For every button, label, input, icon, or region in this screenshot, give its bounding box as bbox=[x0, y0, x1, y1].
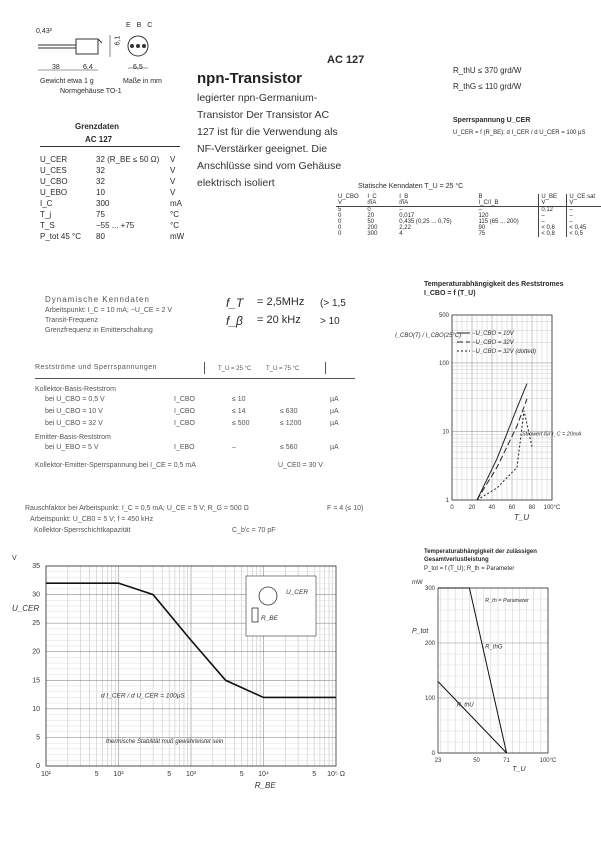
table-row bbox=[40, 209, 188, 220]
col-header: U_CBO V bbox=[338, 194, 359, 206]
desc-line: Transistor Der Transistor AC bbox=[197, 109, 330, 121]
limit-unit: mA bbox=[170, 199, 182, 208]
col-header: I_B mA bbox=[399, 194, 409, 206]
table-cell: 0 bbox=[338, 219, 342, 225]
table-cell: – bbox=[567, 219, 601, 225]
table-cell: 120 bbox=[478, 213, 489, 219]
desc-line: 127 ist für die Verwendung als bbox=[197, 126, 338, 138]
y-tick-label: 100 bbox=[438, 360, 449, 367]
x-tick-label: 80 bbox=[528, 505, 536, 511]
y-tick-label: 500 bbox=[438, 313, 449, 319]
limits-title: Grenzdaten bbox=[75, 122, 120, 131]
table-cell: 0 bbox=[367, 207, 371, 213]
limit-val: 75 bbox=[96, 210, 105, 219]
y-tick-label: 0 bbox=[431, 751, 435, 757]
static-title: Statische Kenndaten T_U = 25 °C bbox=[358, 183, 464, 190]
residual-row-v75: ≤ 630 bbox=[280, 408, 298, 415]
desc-line: Anschlüsse sind vom Gehäuse bbox=[197, 160, 342, 172]
table-cell: 300 bbox=[367, 231, 378, 237]
dim-diameter: 6,1 bbox=[114, 35, 122, 46]
limit-unit: V bbox=[170, 177, 176, 186]
table-cell: – bbox=[539, 213, 567, 219]
table-cell: – bbox=[399, 207, 403, 213]
x-tick-label: 100°C bbox=[539, 758, 557, 764]
table-cell: – bbox=[539, 219, 567, 225]
noise-line1: Rauschfaktor bei Arbeitspunkt: I_C = 0,5 mA; U_CE = 5 V; R_G = 500 Ω bbox=[25, 505, 249, 512]
noise-line2: Arbeitspunkt: U_CB0 = 5 V; f = 450 kHz bbox=[30, 516, 154, 523]
limit-unit: °C bbox=[170, 210, 179, 219]
package-weight: Gewicht etwa 1 g bbox=[40, 78, 94, 85]
y-tick-label: 200 bbox=[424, 641, 435, 647]
table-cell: – bbox=[478, 207, 482, 213]
series-label: R_thU bbox=[456, 702, 474, 709]
x-tick-label: 5 bbox=[94, 771, 99, 778]
residual-group2: Emitter-Basis-Reststrom bbox=[35, 434, 111, 441]
col-header: I_C mA bbox=[367, 194, 377, 206]
limit-sym: I_C bbox=[40, 199, 53, 208]
residual-row-v25: ≤ 500 bbox=[232, 420, 250, 427]
x-tick-label: 40 bbox=[488, 505, 496, 511]
series-label: R_thG bbox=[485, 644, 503, 651]
table-cell: 20 bbox=[367, 213, 375, 219]
residual-row-v25: – bbox=[232, 444, 236, 451]
dim-pin-circle: 6,5 bbox=[133, 64, 143, 71]
y-tick-label: 20 bbox=[32, 648, 40, 656]
inset-label-ucer: U_CER bbox=[286, 589, 309, 596]
limit-sym: U_CER bbox=[40, 155, 68, 164]
residual-row-v75: ≤ 560 bbox=[280, 444, 298, 451]
limit-val: 10 bbox=[96, 188, 105, 197]
desc-line: NF-Verstärker geeignet. Die bbox=[197, 143, 328, 155]
y-tick-label: 10 bbox=[32, 705, 40, 713]
residual-row-unit: µA bbox=[330, 396, 339, 403]
x-tick-label: 60 bbox=[508, 505, 516, 511]
y-axis-label: P_tot bbox=[412, 628, 429, 635]
desc-line: legierter npn-Germanium- bbox=[197, 92, 318, 104]
table-cell: 0,435 (0,25 ... 0,75) bbox=[399, 219, 452, 225]
dim-wire: 0,43² bbox=[36, 28, 52, 35]
y-tick-label: 1 bbox=[445, 498, 449, 504]
table-row bbox=[40, 198, 188, 209]
ft-value: = 2,5MHz bbox=[257, 296, 305, 308]
limit-unit: mW bbox=[170, 232, 185, 241]
noise-line1-val: F = 4 (≤ 10) bbox=[327, 505, 364, 512]
table-cell: 0,017 bbox=[399, 213, 415, 219]
limit-sym: T_S bbox=[40, 221, 55, 230]
dynamic-line3: Grenzfrequenz in Emitterschaltung bbox=[45, 327, 153, 334]
chart-ptot bbox=[410, 574, 570, 779]
table-cell: < 0,6 bbox=[539, 225, 567, 231]
table-cell: 0 bbox=[338, 213, 342, 219]
inset-label-rbe: R_BE bbox=[261, 615, 278, 622]
static-table bbox=[336, 194, 601, 237]
x-tick-label: 10² bbox=[113, 771, 124, 778]
table-row bbox=[336, 231, 601, 237]
table-row bbox=[40, 187, 188, 198]
col-header: U_BE V bbox=[539, 194, 567, 207]
annotation-stability: thermische Stabilität muß gewährleistet sein bbox=[106, 739, 224, 746]
table-cell: < 0,45 bbox=[567, 225, 601, 231]
x-tick-label: 5 bbox=[239, 771, 244, 778]
y-tick-label: 15 bbox=[32, 677, 40, 685]
page-title: npn-Transistor bbox=[197, 70, 303, 87]
sperr-title: Sperrspannung U_CER bbox=[453, 117, 531, 124]
residual-col-75: T_U = 75 °C bbox=[266, 366, 300, 372]
limit-unit: V bbox=[170, 188, 176, 197]
x-tick-label: 5 bbox=[167, 771, 172, 778]
residual-row-label: bei U_CBO = 10 V bbox=[45, 408, 103, 415]
rth-ambient: R_thU ≤ 370 grd/W bbox=[453, 66, 522, 75]
pin-labels: E B C bbox=[126, 22, 155, 29]
inset-circuit-frame bbox=[246, 576, 316, 636]
table-cell: 75 bbox=[478, 231, 486, 237]
limit-unit: V bbox=[170, 166, 176, 175]
limit-val: 80 bbox=[96, 232, 105, 241]
table-header-row bbox=[336, 194, 601, 207]
residual-row-v25: ≤ 10 bbox=[232, 396, 246, 403]
fb-min: > 10 bbox=[320, 316, 340, 327]
series-line bbox=[438, 588, 507, 753]
table-cell: 5 bbox=[338, 207, 342, 213]
col-header: U_CE sat V bbox=[567, 194, 601, 207]
table-cell: 90 bbox=[478, 225, 486, 231]
limit-sym: T_j bbox=[40, 210, 52, 219]
y-tick-label: 0 bbox=[36, 763, 40, 770]
y-axis-label: U_CER bbox=[12, 604, 40, 613]
x-tick-label: 10⁵ Ω bbox=[327, 771, 345, 778]
dim-lead-length: 38 bbox=[52, 64, 60, 71]
description bbox=[197, 90, 341, 192]
limit-sym: U_CES bbox=[40, 166, 67, 175]
x-tick-label: 10¹ bbox=[40, 771, 52, 778]
ft-symbol: f_T bbox=[226, 296, 244, 310]
annotation: Strowert für I_C = 20mA bbox=[522, 431, 582, 438]
residual-row-sym: I_EBO bbox=[174, 444, 195, 451]
package-units: Maße in mm bbox=[123, 78, 162, 85]
chart3-subtitle: P_tot = f (T_U); R_th = Parameter bbox=[424, 566, 515, 572]
residual-divider bbox=[35, 378, 355, 379]
table-cell: 50 bbox=[367, 219, 375, 225]
residual-row-sym: I_CBO bbox=[174, 396, 196, 403]
fb-value: = 20 kHz bbox=[257, 314, 301, 326]
limit-unit: °C bbox=[170, 221, 179, 230]
residual-row-unit: µA bbox=[330, 444, 339, 451]
desc-line: elektrisch isoliert bbox=[197, 177, 275, 189]
residual-title: Restströme und Sperrspannungen bbox=[35, 364, 158, 371]
table-cell: – bbox=[567, 207, 601, 214]
limits-divider bbox=[40, 146, 180, 147]
residual-row-sym: I_CBO bbox=[174, 408, 196, 415]
series-line bbox=[438, 682, 507, 754]
limit-sym: U_CBO bbox=[40, 177, 68, 186]
x-tick-label: 5 bbox=[312, 771, 317, 778]
fb-symbol: f_β bbox=[226, 314, 243, 328]
limit-val: −55 ... +75 bbox=[96, 221, 135, 230]
x-tick-label: 10³ bbox=[185, 771, 197, 778]
y-unit: V bbox=[12, 555, 17, 562]
limit-val: 300 bbox=[96, 199, 110, 208]
x-tick-label: 71 bbox=[503, 758, 510, 764]
annotation: R_th = Parameter bbox=[485, 597, 529, 604]
x-tick-label: 100°C bbox=[543, 505, 561, 511]
y-axis-label: I_CBO(T) / I_CBO(25°C) bbox=[395, 333, 462, 339]
table-cell: 2,22 bbox=[399, 225, 411, 231]
residual-last-val: U_CE0 = 30 V bbox=[278, 462, 323, 469]
y-unit: mW bbox=[412, 580, 423, 586]
residual-row-label: bei U_CBO = 0,5 V bbox=[45, 396, 105, 403]
table-cell: 0 bbox=[338, 225, 342, 231]
table-cell: < 0,8 bbox=[539, 231, 567, 237]
table-row bbox=[40, 220, 188, 231]
residual-row-sym: I_CBO bbox=[174, 420, 196, 427]
part-number: AC 127 bbox=[327, 54, 365, 66]
noise-line3-val: C_b'c = 70 pF bbox=[232, 527, 276, 534]
y-tick-label: 100 bbox=[424, 696, 435, 702]
x-axis-label: R_BE bbox=[254, 781, 276, 790]
limit-val: 32 (R_BE ≤ 50 Ω) bbox=[96, 155, 160, 164]
residual-row-unit: µA bbox=[330, 420, 339, 427]
annotation-slope: d I_CER / d U_CER = 100µS bbox=[101, 692, 185, 700]
x-tick-label: 0 bbox=[450, 505, 454, 511]
limit-sym: U_EBO bbox=[40, 188, 68, 197]
table-cell: 0 bbox=[338, 231, 342, 237]
table-cell: < 0,5 bbox=[567, 231, 601, 237]
x-tick-label: 23 bbox=[434, 758, 442, 764]
table-row bbox=[40, 176, 188, 187]
dynamic-line1: Arbeitspunkt: I_C = 10 mA; −U_CE = 2 V bbox=[45, 307, 173, 314]
residual-row-v25: ≤ 14 bbox=[232, 408, 246, 415]
y-tick-label: 5 bbox=[36, 734, 40, 742]
dim-body-length: 6,4 bbox=[83, 64, 93, 71]
residual-row-v75: ≤ 1200 bbox=[280, 420, 302, 427]
limit-sym: P_tot 45 °C bbox=[40, 232, 81, 241]
table-cell: – bbox=[567, 213, 601, 219]
x-tick-label: 50 bbox=[473, 758, 480, 764]
legend-label: −U_CBO = 10V bbox=[472, 331, 514, 337]
table-row bbox=[40, 154, 188, 165]
legend-label: −U_CBO = 32V bbox=[472, 340, 514, 346]
table-cell: 4 bbox=[399, 231, 403, 237]
x-axis-label: T_U bbox=[514, 513, 530, 522]
col-header: B I_C/I_B bbox=[478, 194, 499, 206]
residual-row-label: bei U_CBO = 32 V bbox=[45, 420, 103, 427]
noise-line3: Kollektor-Sperrschichtkapazität bbox=[34, 527, 131, 534]
package-norm: Normgehäuse TO-1 bbox=[60, 88, 122, 95]
legend-label: −U_CBO = 32V (dotted) bbox=[472, 349, 537, 355]
table-cell: 200 bbox=[367, 225, 378, 231]
residual-row-unit: µA bbox=[330, 408, 339, 415]
residual-group1: Kollektor-Basis-Reststrom bbox=[35, 386, 116, 393]
chart1-title: Temperaturabhängigkeit des Reststromes I_CBO = f (T_U) bbox=[424, 281, 564, 297]
chart-ucer bbox=[10, 548, 360, 788]
table-cell: 115 (65 ... 200) bbox=[478, 219, 519, 225]
dynamic-line2: Transit-Frequenz bbox=[45, 317, 99, 324]
chart3-title: Temperaturabhängigkeit der zulässigen Gesamtverlustleistung bbox=[424, 549, 537, 563]
y-tick-label: 25 bbox=[32, 620, 40, 628]
table-row bbox=[40, 165, 188, 176]
table-cell: 0,12 bbox=[539, 207, 567, 214]
rth-case: R_thG ≤ 110 grd/W bbox=[453, 82, 522, 91]
limits-table bbox=[40, 154, 188, 242]
y-tick-label: 30 bbox=[32, 591, 40, 599]
residual-last: Kollektor-Emitter-Sperrspannung bei I_CE = 0,5 mA bbox=[35, 462, 196, 469]
plot-frame bbox=[438, 588, 548, 753]
x-tick-label: 10⁴ bbox=[258, 771, 269, 778]
ft-min: (> 1,5 bbox=[320, 298, 346, 309]
dynamic-title: Dynamische Kenndaten bbox=[45, 295, 150, 304]
sperr-formula: U_CER = f (R_BE); d I_CER / d U_CER = 100 µS bbox=[453, 130, 586, 136]
limits-sub: AC 127 bbox=[85, 135, 113, 144]
limit-val: 32 bbox=[96, 166, 105, 175]
series-line bbox=[477, 411, 532, 500]
x-tick-label: 20 bbox=[468, 505, 476, 511]
residual-row-label: bei U_EBO = 5 V bbox=[45, 444, 99, 451]
x-axis-label: T_U bbox=[512, 766, 526, 773]
residual-col-25: T_U = 25 °C bbox=[218, 366, 252, 372]
limit-val: 32 bbox=[96, 177, 105, 186]
chart-reststrom bbox=[390, 305, 582, 530]
y-tick-label: 300 bbox=[424, 586, 435, 592]
table-row bbox=[40, 231, 188, 242]
y-tick-label: 35 bbox=[32, 563, 40, 570]
y-tick-label: 10 bbox=[442, 429, 449, 436]
limit-unit: V bbox=[170, 155, 176, 164]
